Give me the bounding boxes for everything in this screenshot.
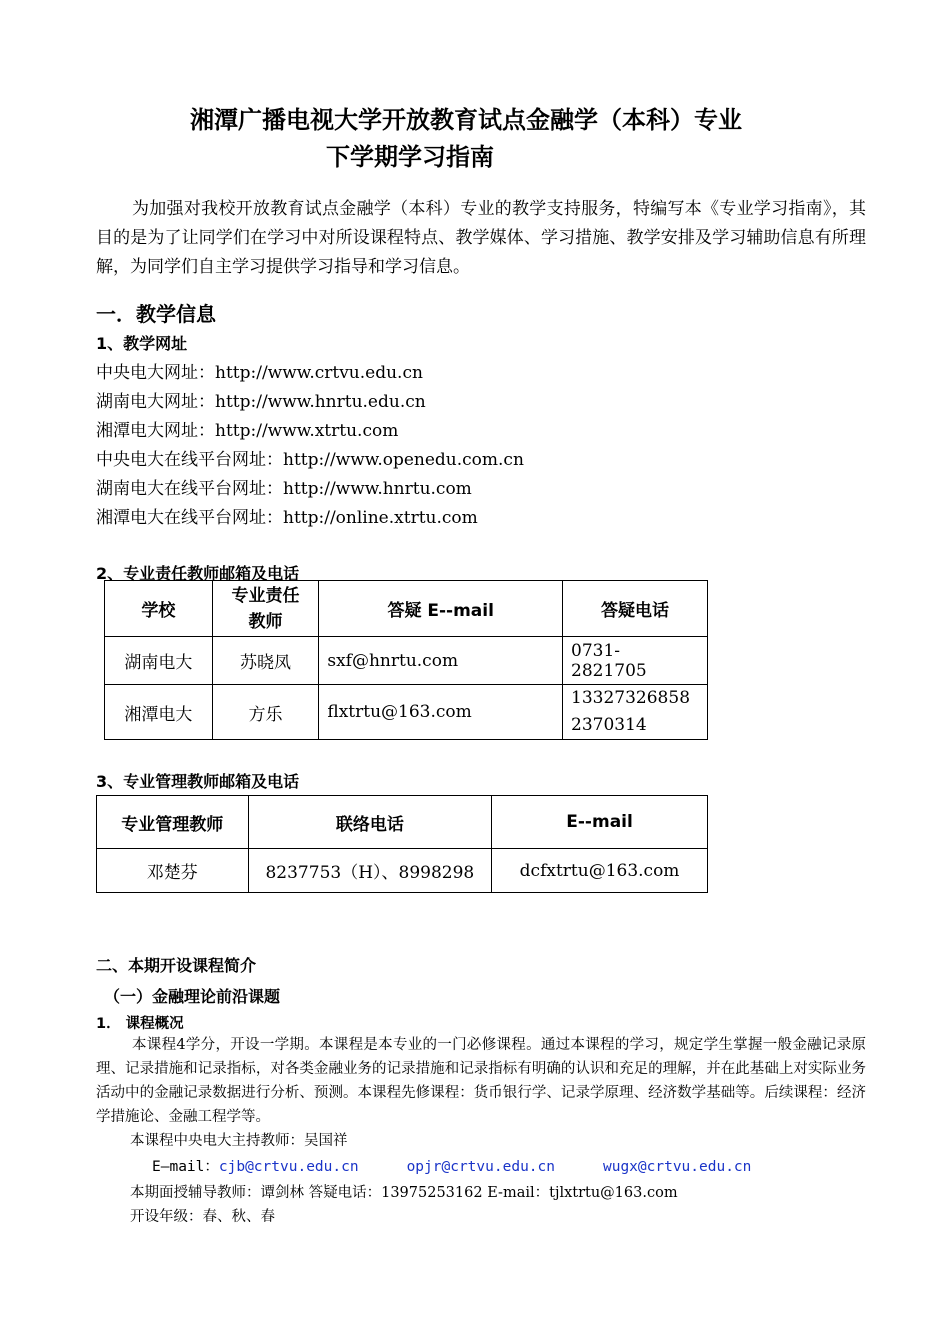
- email-link[interactable]: opjr@crtvu.edu.cn: [406, 1159, 555, 1175]
- overview-paragraph: 本课程4学分，开设一学期。本课程是本专业的一门必修课程。通过本课程的学习，规定学生掌握一般金融记录原理、记录措施和记录指标，对各类金融业务的记录措施和记录指标有明确的认识和充足的理解，并在此基础上对实际业务活动中的金融记录数据进行分析、预测。本课程先修课程：货币银行学、记录学原理、经济数学基础等。后续课程：经济学措施论、金融工程学等。: [96, 1037, 866, 1125]
- table-header-cell: 联络电话: [248, 796, 492, 849]
- section1-sub3: 3、专业管理教师邮箱及电话: [96, 772, 300, 791]
- email-label: E—mail：: [152, 1159, 219, 1175]
- table-header-cell: 专业责任 教师: [212, 581, 319, 637]
- section2-heading: 二、本期开设课程简介: [96, 956, 257, 975]
- document-title-line2: 下学期学习指南: [326, 143, 494, 171]
- responsible-teacher-table: [104, 580, 708, 740]
- table-cell: 0731- 2821705: [563, 637, 708, 685]
- table-cell: 苏晓凤: [212, 637, 319, 685]
- table-header-cell: E--mail: [492, 796, 708, 849]
- url-line: 湘潭电大在线平台网址：http://online.xtrtu.com: [96, 508, 478, 528]
- table-cell: 湘潭电大: [105, 685, 213, 740]
- table-cell: sxf@hnrtu.com: [319, 637, 563, 685]
- url-line: 湖南电大在线平台网址：http://www.hnrtu.com: [96, 479, 472, 499]
- table-cell: 湖南电大: [105, 637, 213, 685]
- url-line: 中央电大网址：http://www.crtvu.edu.cn: [96, 363, 423, 383]
- table-header-row: [97, 796, 708, 849]
- table-row: [97, 849, 708, 893]
- table-cell: 13327326858 2370314: [563, 685, 708, 740]
- url-line: 中央电大在线平台网址：http://www.openedu.com.cn: [96, 450, 524, 470]
- table-header-cell: 答疑 E--mail: [319, 581, 563, 637]
- url-line: 湘潭电大网址：http://www.xtrtu.com: [96, 421, 399, 441]
- intro-paragraph: 为加强对我校开放教育试点金融学（本科）专业的教学支持服务，特编写本《专业学习指南》，其目的是为了让同学们在学习中对所设课程特点、教学媒体、学习措施、教学安排及学习辅助信息有所理解，为同学们自主学习提供学习指导和学习信息。: [96, 199, 866, 277]
- email-link[interactable]: wugx@crtvu.edu.cn: [602, 1159, 752, 1175]
- email-link[interactable]: cjb@crtvu.edu.cn: [218, 1159, 359, 1175]
- table-cell: flxtrtu@163.com: [319, 685, 563, 740]
- section1-heading: 一．教学信息: [96, 302, 216, 326]
- section1-sub2: 2、专业责任教师邮箱及电话: [96, 564, 300, 583]
- tutor-info: 本期面授辅导教师：谭剑林 答疑电话：13975253162 E-mail：tjlxtrtu@163.com: [130, 1185, 678, 1201]
- table-cell: 8237753（H）、8998298: [248, 849, 492, 893]
- section1-sub1: 1、教学网址: [96, 334, 188, 353]
- table-cell: 邓楚芬: [97, 849, 249, 893]
- document-title-line1: 湘潭广播电视大学开放教育试点金融学（本科）专业: [190, 106, 742, 134]
- grades-info: 开设年级：春、秋、春: [130, 1209, 275, 1225]
- course-heading: （一）金融理论前沿课题: [104, 987, 281, 1006]
- manager-teacher-table: [96, 795, 708, 893]
- overview-heading: 1． 课程概况: [96, 1016, 184, 1032]
- email-line: [152, 1155, 751, 1179]
- host-teacher: 本课程中央电大主持教师：吴国祥: [130, 1133, 348, 1149]
- table-header-cell: 答疑电话: [563, 581, 708, 637]
- table-header-cell: 学校: [105, 581, 213, 637]
- url-line: 湖南电大网址：http://www.hnrtu.edu.cn: [96, 392, 426, 412]
- table-cell: dcfxtrtu@163.com: [492, 849, 708, 893]
- table-header-cell: 专业管理教师: [97, 796, 249, 849]
- table-row: [105, 637, 708, 685]
- table-header-row: [105, 581, 708, 637]
- table-row: [105, 685, 708, 740]
- table-cell: 方乐: [212, 685, 319, 740]
